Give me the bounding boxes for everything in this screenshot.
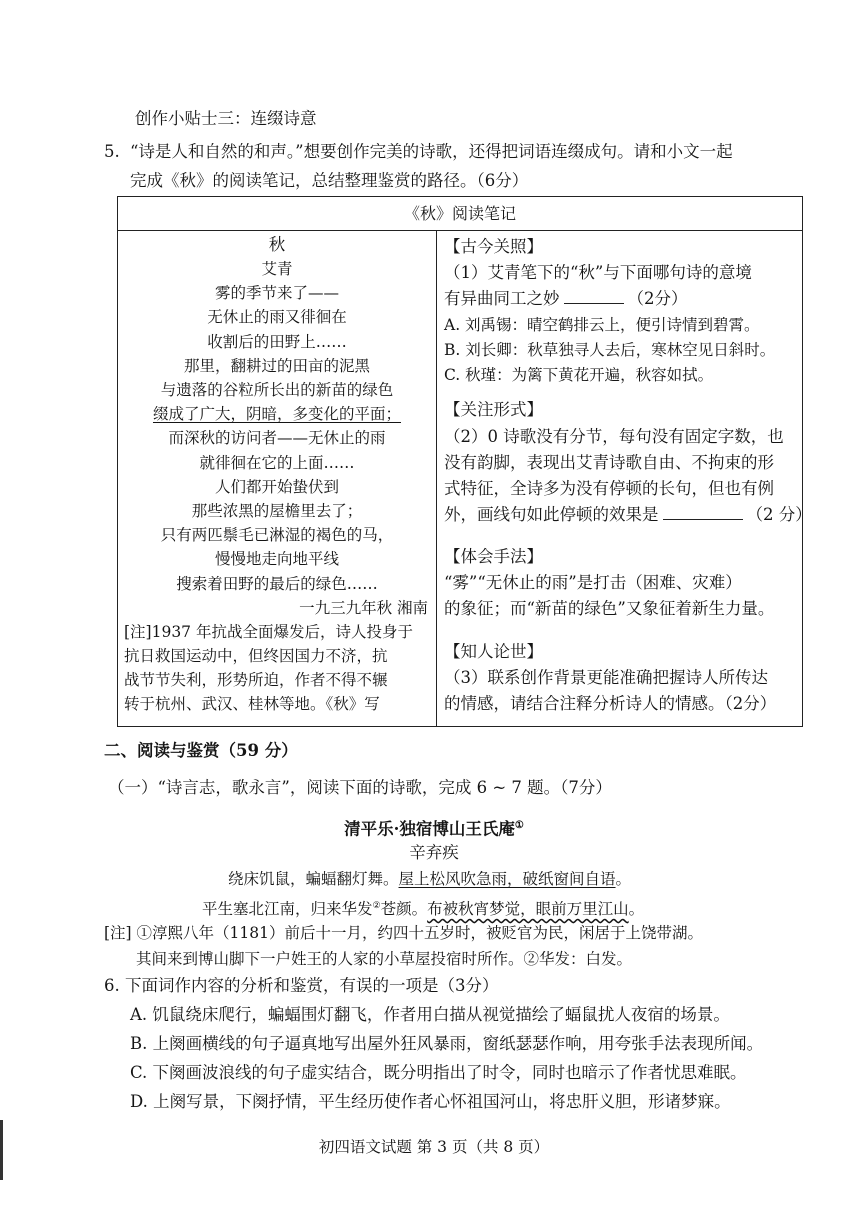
- ci-line-2-plain-b: 苍颜。: [380, 900, 428, 919]
- poem-line: 只有两匹鬃毛已淋湿的褐色的马，: [160, 526, 394, 544]
- section-title-gujin: 【古今关照】: [444, 237, 543, 256]
- question-1-line2: [444, 287, 688, 312]
- table-header: 《秋》阅读笔记: [118, 197, 802, 231]
- ci-title-footnote: ①: [514, 820, 524, 831]
- ci-line-2-footnote: ②: [372, 901, 381, 911]
- question-2-score: （2 分）: [746, 505, 812, 524]
- question-6-stem: 6. 下面词作内容的分析和鉴赏，有误的一项是（3分）: [104, 976, 499, 995]
- question-1-score: （2分）: [627, 289, 688, 308]
- poem-line: 收割后的田野上……: [207, 333, 347, 351]
- poem-line: 那里，翻耕过的田亩的泥黑: [183, 357, 370, 375]
- poem-line: 人们都开始蛰伏到: [214, 478, 339, 496]
- poem-note-line: [注]1937 年抗战全面爆发后，诗人投身于: [124, 623, 413, 641]
- section-title-shoufa: 【体会手法】: [444, 547, 543, 566]
- technique-line: “雾”“无休止的雨”是打击（困难、灾难）: [444, 573, 742, 592]
- question-5-line1: “诗是人和自然的和声。”想要创作完美的诗歌，还得把词语连缀成句。请和小文一起: [130, 142, 733, 161]
- ci-line-2-end: 。: [628, 900, 645, 919]
- poem-line: 而深秋的访问者——无休止的雨: [168, 429, 386, 447]
- question-6-option-b[interactable]: B. 上阕画横线的句子逼真地写出屋外狂风暴雨，窗纸瑟瑟作响，用夸张手法表现所闻。: [130, 1034, 764, 1053]
- poem-line: 与遗落的谷粒所长出的新苗的绿色: [160, 381, 394, 399]
- binding-margin-mark: [0, 1120, 9, 1180]
- poem-note-line: 抗日救国运动中，但终因国力不济，抗: [124, 647, 388, 665]
- poem-line-underlined: [118, 402, 436, 427]
- question-5-number: 5.: [104, 142, 120, 161]
- ci-title: [0, 813, 868, 843]
- ci-note-line: [注] ①淳熙八年（1181）前后十一月，约四十五岁时，被贬官为民，闲居于上饶带湖。: [104, 924, 703, 942]
- question-5-line2: 完成《秋》的阅读笔记，总结整理鉴赏的路径。（6分）: [130, 171, 529, 190]
- reading-notes-table: [117, 196, 812, 727]
- section-2-heading: 二、阅读与鉴赏（59 分）: [104, 741, 298, 760]
- question-6-option-c[interactable]: C. 下阕画波浪线的句子虚实结合，既分明指出了时令，同时也暗示了作者忧思难眠。: [130, 1063, 747, 1082]
- option-a: A. 刘禹锡：晴空鹤排云上，便引诗情到碧霄。: [444, 316, 760, 334]
- question-6-option-a[interactable]: A. 饥鼠绕床爬行，蝙蝠围灯翻飞，作者用白描从视觉描绘了蝠鼠扰人夜宿的场景。: [130, 1005, 730, 1024]
- page-footer: 初四语文试题 第 3 页（共 8 页）: [318, 1138, 550, 1156]
- ci-line-2-wavy: 布被秋宵梦觉，眼前万里江山: [427, 900, 629, 919]
- ci-author: 辛弃疾: [409, 843, 459, 862]
- ci-line-1-end: 。: [615, 870, 632, 888]
- option-c: C. 秋瑾：为篱下黄花开遍，秋容如拭。: [444, 366, 714, 384]
- ci-line-2-plain: 平生塞北江南，归来华发: [202, 900, 373, 919]
- poem-note-line: 转于杭州、武汉、桂林等地。《秋》写: [124, 695, 380, 713]
- question-1-text: 有异曲同工之妙: [444, 289, 560, 308]
- section-title-zhiren: 【知人论世】: [444, 642, 543, 661]
- question-6-option-d[interactable]: D. 上阕写景，下阕抒情，平生经历使作者心怀祖国河山，将忠肝义胆，形诸梦寐。: [130, 1092, 731, 1111]
- part-1-heading: （一）“诗言志，歌永言”，阅读下面的诗歌，完成 6 ~ 7 题。（7分）: [108, 778, 612, 797]
- ci-title-text: 清平乐·独宿博山王氏庵: [344, 819, 515, 839]
- question-2-line: 没有韵脚，表现出艾青诗歌自由、不拘束的形: [444, 453, 774, 472]
- technique-line: 的象征；而“新苗的绿色”又象征着新生力量。: [444, 599, 775, 618]
- poem-line: 无休止的雨又徘徊在: [207, 308, 347, 326]
- question-3-line: 的情感，请结合注释分析诗人的情感。（2分）: [444, 694, 777, 713]
- answer-blank[interactable]: [663, 518, 743, 520]
- section-title-xingshi: 【关注形式】: [444, 400, 543, 419]
- question-3-line: （3）联系创作背景更能准确把握诗人所传达: [444, 668, 768, 687]
- question-2-last-line: [444, 503, 812, 528]
- question-2-line: 式特征，全诗多为没有停顿的长句，但也有例: [444, 479, 774, 498]
- question-2-line: （2）0 诗歌没有分节，每句没有固定字数，也: [444, 427, 784, 446]
- ci-line-1-underlined: 屋上松风吹急雨，破纸窗间自语: [398, 870, 616, 888]
- ci-line-1: [228, 866, 631, 892]
- ci-line-2: [202, 893, 644, 922]
- question-2-text: 外，画线句如此停顿的效果是: [444, 505, 659, 524]
- option-b: B. 刘长卿：秋草独寻人去后，寒林空见日斜时。: [444, 341, 776, 359]
- column-divider: [436, 230, 437, 726]
- poem-line: 就徘徊在它的上面……: [199, 454, 355, 472]
- poem-line: 雾的季节来了——: [214, 284, 339, 302]
- question-1-line1: （1）艾青笔下的“秋”与下面哪句诗的意境: [444, 263, 752, 282]
- poem-line: 慢慢地走向地平线: [214, 550, 339, 568]
- poem-title: 秋: [268, 235, 286, 254]
- underlined-text: 缀成了广大，阴暗，多变化的平面；: [152, 405, 401, 423]
- poem-date: 一九三九年秋 湘南: [299, 599, 428, 617]
- poem-line: 搜索着田野的最后的绿色……: [176, 575, 378, 593]
- tip-heading: 创作小贴士三：连缀诗意: [135, 109, 317, 128]
- poem-author: 艾青: [261, 260, 293, 278]
- poem-line: 那些浓黑的屋檐里去了；: [191, 502, 363, 520]
- poem-note-line: 战节节失利，形势所迫，作者不得不辗: [124, 671, 388, 689]
- answer-blank[interactable]: [564, 302, 624, 304]
- ci-line-1-plain: 绕床饥鼠，蝙蝠翻灯舞。: [228, 870, 399, 888]
- ci-note-line: 其间来到博山脚下一户姓王的人家的小草屋投宿时所作。②华发：白发。: [136, 950, 633, 968]
